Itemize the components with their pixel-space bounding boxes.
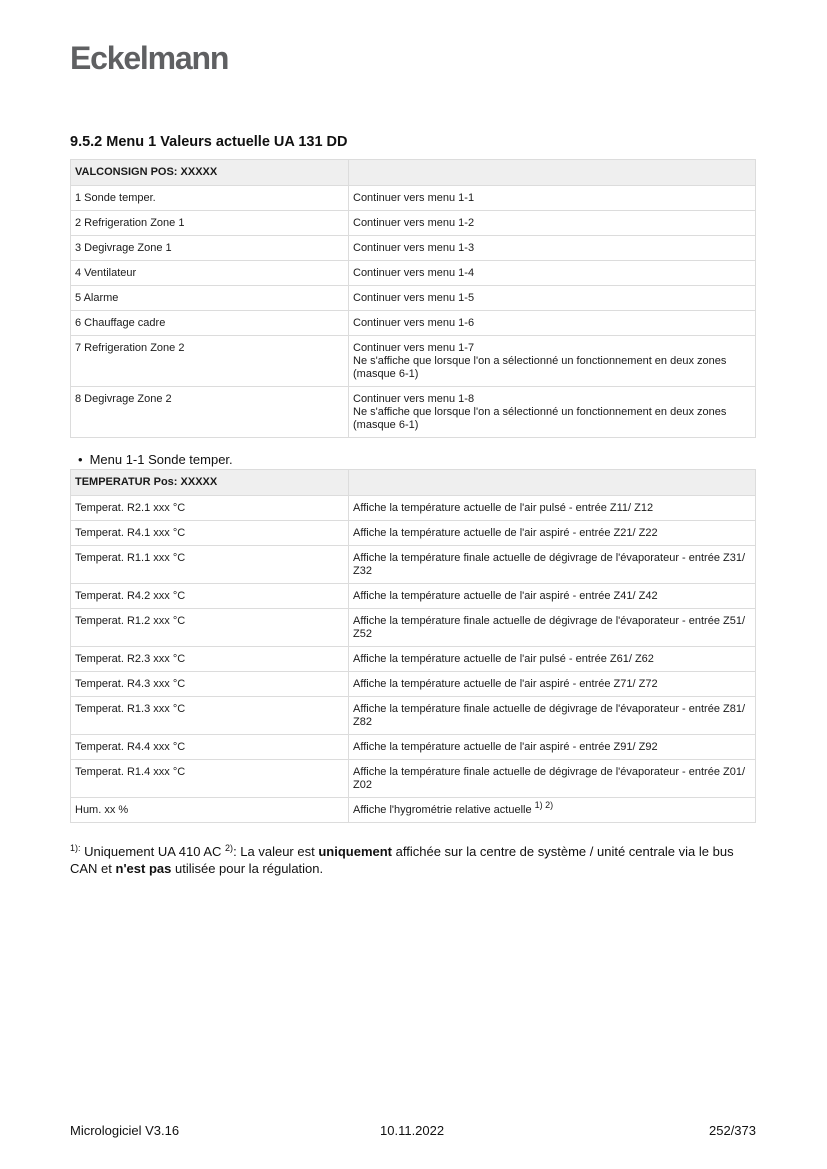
footnote-text: : La valeur est — [233, 844, 319, 859]
table-row — [71, 211, 756, 236]
footnote-marker: 2) — [225, 843, 234, 853]
description-cell: Affiche la température actuelle de l'air aspiré - entrée Z21/ Z22 — [349, 521, 756, 546]
description-cell: Continuer vers menu 1-3 — [349, 236, 756, 261]
parameter-cell: Temperat. R4.2 xxx °C — [71, 584, 349, 609]
footnote-text: affichée sur la centre de système / unité centrale via le bus CAN et — [70, 844, 734, 876]
description-cell: Affiche la température actuelle de l'air aspiré - entrée Z41/ Z42 — [349, 584, 756, 609]
table-row — [71, 261, 756, 286]
footnote-text: Uniquement UA 410 AC — [80, 844, 226, 859]
menu-entry-cell: 3 Degivrage Zone 1 — [71, 236, 349, 261]
description-cell: Continuer vers menu 1-5 — [349, 286, 756, 311]
menu-entry-cell: 6 Chauffage cadre — [71, 311, 349, 336]
valconsign-table — [70, 159, 756, 438]
description-cell: Affiche la température actuelle de l'air pulsé - entrée Z11/ Z12 — [349, 496, 756, 521]
description-cell: Continuer vers menu 1-6 — [349, 311, 756, 336]
table-row — [71, 521, 756, 546]
parameter-cell: Temperat. R4.1 xxx °C — [71, 521, 349, 546]
table-row — [71, 735, 756, 760]
parameter-cell: Temperat. R4.4 xxx °C — [71, 735, 349, 760]
table-row — [71, 798, 756, 823]
description-cell: Affiche la température actuelle de l'air pulsé - entrée Z61/ Z62 — [349, 647, 756, 672]
menu-entry-cell: 5 Alarme — [71, 286, 349, 311]
footnote-marker: 1): — [70, 843, 81, 853]
table-header-row — [71, 160, 756, 186]
table-row — [71, 236, 756, 261]
parameter-cell: Temperat. R4.3 xxx °C — [71, 672, 349, 697]
parameter-cell: Temperat. R1.3 xxx °C — [71, 697, 349, 735]
parameter-cell: Temperat. R2.3 xxx °C — [71, 647, 349, 672]
menu-entry-cell: 7 Refrigeration Zone 2 — [71, 336, 349, 387]
footer-page-number: 252/373 — [709, 1123, 756, 1138]
description-text: Affiche l'hygrométrie relative actuelle — [353, 804, 535, 816]
table-row — [71, 609, 756, 647]
menu-entry-cell: 8 Degivrage Zone 2 — [71, 387, 349, 438]
table-row — [71, 496, 756, 521]
table-row — [71, 584, 756, 609]
table-row — [71, 311, 756, 336]
description-cell: Affiche la température finale actuelle de dégivrage de l'évaporateur - entrée Z31/ Z32 — [349, 546, 756, 584]
brand-logo: Eckelmann — [70, 40, 229, 76]
table-header-cell — [349, 470, 756, 496]
description-cell: Affiche la température actuelle de l'air aspiré - entrée Z71/ Z72 — [349, 672, 756, 697]
parameter-cell: Temperat. R2.1 xxx °C — [71, 496, 349, 521]
table-row — [71, 697, 756, 735]
description-cell: Continuer vers menu 1-2 — [349, 211, 756, 236]
footer-date: 10.11.2022 — [380, 1123, 445, 1138]
footnote-emphasis: uniquement — [318, 844, 393, 859]
parameter-cell: Temperat. R1.2 xxx °C — [71, 609, 349, 647]
table-row — [71, 672, 756, 697]
description-cell: Affiche la température actuelle de l'air aspiré - entrée Z91/ Z92 — [349, 735, 756, 760]
table-row — [71, 336, 756, 387]
temperatur-table — [70, 469, 756, 823]
submenu-bullet — [78, 452, 233, 467]
parameter-cell: Hum. xx % — [71, 798, 349, 823]
table-row — [71, 546, 756, 584]
description-cell: Affiche la température finale actuelle de dégivrage de l'évaporateur - entrée Z51/ Z52 — [349, 609, 756, 647]
menu-entry-cell: 1 Sonde temper. — [71, 186, 349, 211]
menu-entry-cell: 2 Refrigeration Zone 1 — [71, 211, 349, 236]
bullet-marker: • — [78, 452, 83, 467]
footnote — [70, 843, 760, 877]
table-row — [71, 760, 756, 798]
description-cell: Affiche la température finale actuelle de dégivrage de l'évaporateur - entrée Z81/ Z82 — [349, 697, 756, 735]
footnote-emphasis: n'est pas — [115, 861, 172, 876]
table-row — [71, 387, 756, 438]
section-title: 9.5.2 Menu 1 Valeurs actuelle UA 131 DD — [70, 134, 348, 150]
table-row — [71, 186, 756, 211]
parameter-cell: Temperat. R1.1 xxx °C — [71, 546, 349, 584]
footnote-reference: 1) 2) — [534, 800, 554, 810]
table-row — [71, 286, 756, 311]
description-cell: Continuer vers menu 1-7 Ne s'affiche que lorsque l'on a sélectionné un fonctionnement en deux zones (masque 6-1) — [349, 336, 756, 387]
description-cell: Affiche la température finale actuelle de dégivrage de l'évaporateur - entrée Z01/ Z02 — [349, 760, 756, 798]
footnote-text: utilisée pour la régulation. — [171, 861, 324, 876]
menu-entry-cell: 4 Ventilateur — [71, 261, 349, 286]
description-cell: Continuer vers menu 1-4 — [349, 261, 756, 286]
table-header-cell: TEMPERATUR Pos: XXXXX — [71, 470, 349, 496]
footer-software-version: Micrologiciel V3.16 — [70, 1123, 180, 1138]
description-cell: Continuer vers menu 1-1 — [349, 186, 756, 211]
bullet-text: Menu 1-1 Sonde temper. — [89, 452, 233, 467]
table-row — [71, 647, 756, 672]
table-header-row — [71, 470, 756, 496]
table-header-cell: VALCONSIGN POS: XXXXX — [71, 160, 349, 186]
parameter-cell: Temperat. R1.4 xxx °C — [71, 760, 349, 798]
description-cell: Continuer vers menu 1-8 Ne s'affiche que lorsque l'on a sélectionné un fonctionnement en deux zones (masque 6-1) — [349, 387, 756, 438]
description-cell — [349, 798, 756, 823]
table-header-cell — [349, 160, 756, 186]
